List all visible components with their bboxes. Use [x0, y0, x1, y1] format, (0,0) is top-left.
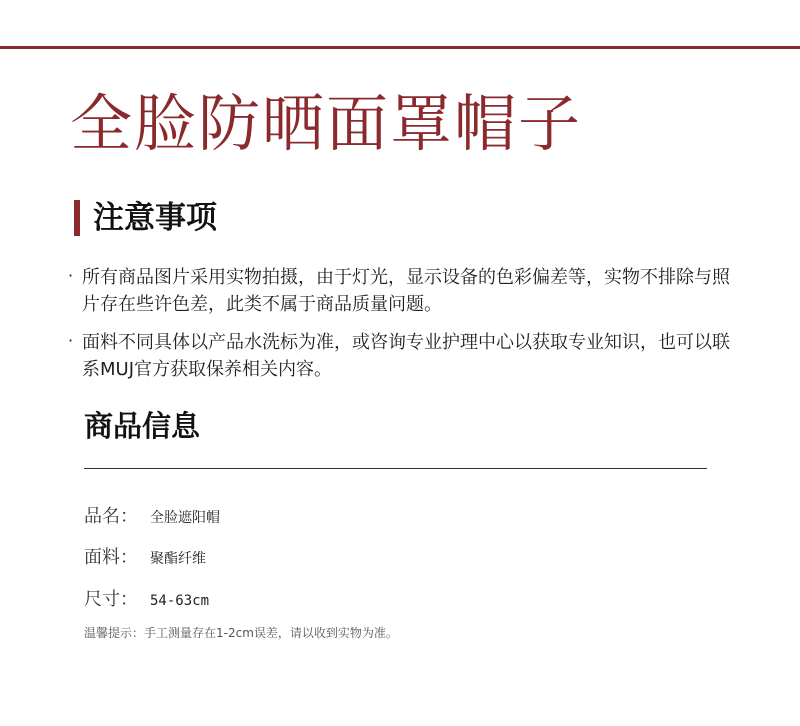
- product-name-row: [84, 502, 220, 528]
- product-name-label: 品名：: [84, 506, 138, 527]
- fabric-value: 聚酯纤维: [150, 551, 206, 567]
- page-title: 全脸防晒面罩帽子: [70, 87, 583, 160]
- notice-item: [66, 264, 746, 318]
- size-value: 54-63cm: [150, 593, 210, 609]
- measurement-tip: 温馨提示：手工测量存在1-2cm误差，请以收到实物为准。: [84, 626, 398, 640]
- notice-item: [66, 329, 746, 383]
- notice-text: 面料不同具体以产品水洗标为准，或咨询专业护理中心以获取专业知识，也可以联系MUJ官方获取保养相关内容。: [82, 332, 730, 380]
- product-name-value: 全脸遮阳帽: [150, 510, 220, 526]
- size-label: 尺寸：: [84, 589, 138, 610]
- notice-list: [66, 264, 746, 394]
- product-info-heading: 商品信息: [84, 409, 201, 443]
- notice-heading: 注意事项: [93, 200, 217, 236]
- fabric-label: 面料：: [84, 547, 138, 568]
- size-row: [84, 585, 209, 611]
- product-info-divider: [84, 468, 707, 469]
- fabric-row: [84, 543, 206, 569]
- bullet-icon: ·: [68, 266, 74, 285]
- section-accent-bar: [74, 200, 80, 236]
- bullet-icon: ·: [68, 331, 74, 350]
- top-divider: [0, 46, 800, 49]
- notice-text: 所有商品图片采用实物拍摄，由于灯光，显示设备的色彩偏差等，实物不排除与照片存在些许色差，此类不属于商品质量问题。: [82, 267, 730, 315]
